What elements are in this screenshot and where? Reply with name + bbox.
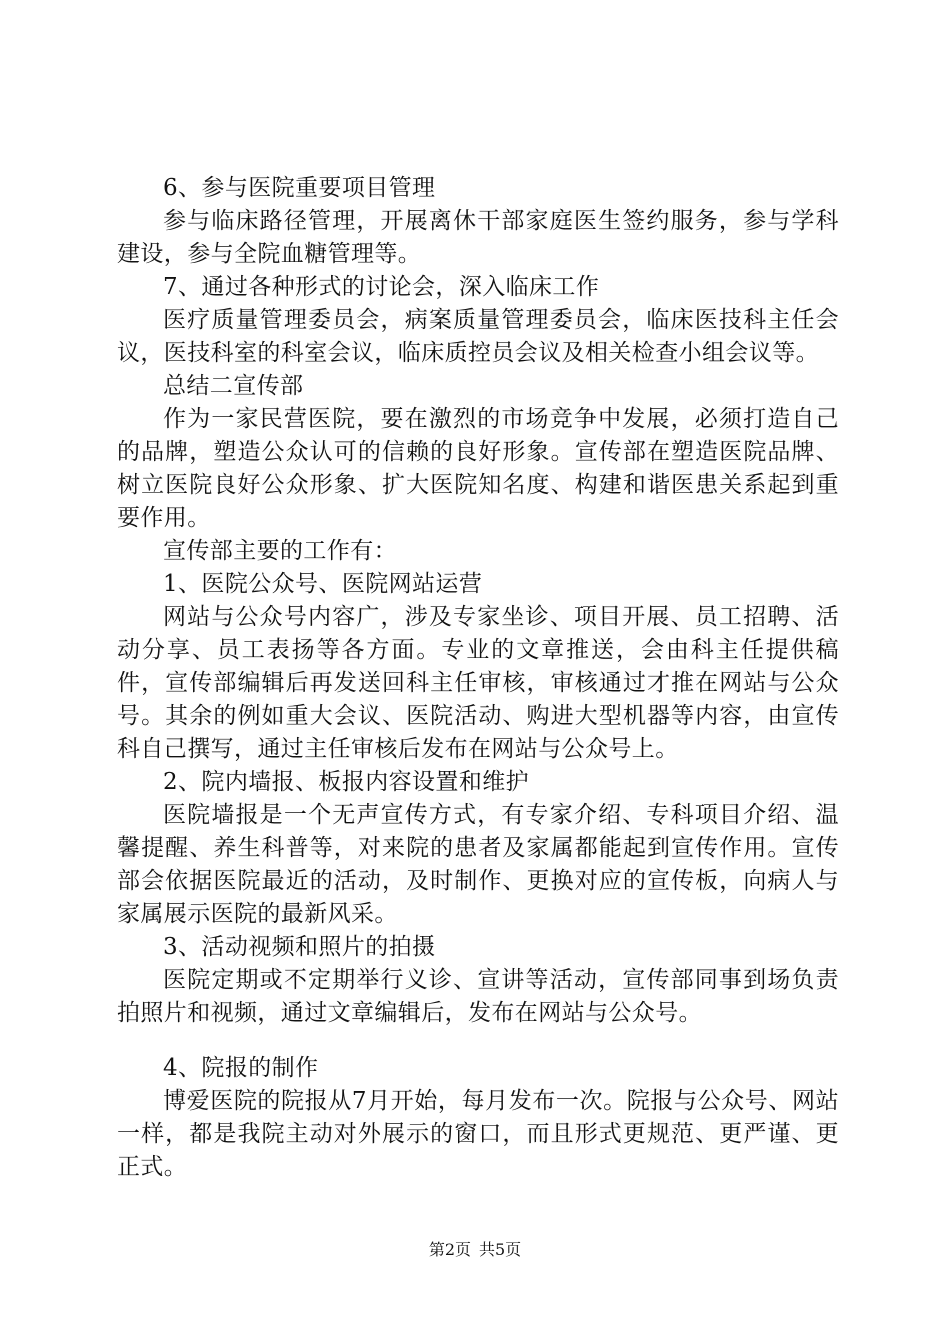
paragraph: 医院定期或不定期举行义诊、宣讲等活动，宣传部同事到场负责拍照片和视频，通过文章编辑后，发布在网站与公众号。 (117, 967, 839, 1026)
section-heading-7: 7、通过各种形式的讨论会，深入临床工作 (163, 274, 600, 300)
section-heading-6: 6、参与医院重要项目管理 (163, 175, 436, 201)
paragraph: 网站与公众号内容广，涉及专家坐诊、项目开展、员工招聘、活动分享、员工表扬等各方面。专业的文章推送，会由科主任提供稿件，宣传部编辑后再发送回科主任审核，审核通过才推在网站与公众号。其余的例如重大会议、医院活动、购进大型机器等内容，由宣传科自己撰写，通过主任审核后发布在网站与公众号上。 (117, 604, 839, 762)
paragraph: 医院墙报是一个无声宣传方式，有专家介绍、专科项目介绍、温馨提醒、养生科普等，对来院的患者及家属都能起到宣传作用。宣传部会依据医院最近的活动，及时制作、更换对应的宣传板，向病人与家属展示医院的最新风采。 (117, 802, 839, 927)
paragraph: 作为一家民营医院，要在激烈的市场竞争中发展，必须打造自己的品牌，塑造公众认可的信赖的良好形象。宣传部在塑造医院品牌、树立医院良好公众形象、扩大医院知名度、构建和谐医患关系起到重要作用。 (117, 406, 839, 531)
page-number-total: 共5页 (479, 1240, 522, 1259)
section-heading-1: 1、医院公众号、医院网站运营 (163, 571, 483, 597)
document-body (117, 172, 839, 1184)
section-heading-2: 2、院内墙报、板报内容设置和维护 (163, 769, 530, 795)
paragraph: 参与临床路径管理，开展离休干部家庭医生签约服务，参与学科建设，参与全院血糖管理等。 (117, 208, 839, 267)
paragraph: 医疗质量管理委员会，病案质量管理委员会，临床医技科主任会议，医技科室的科室会议，临床质控员会议及相关检查小组会议等。 (117, 307, 839, 366)
page-footer (0, 1240, 950, 1260)
section-heading-4: 4、院报的制作 (163, 1055, 319, 1081)
paragraph: 博爱医院的院报从7月开始，每月发布一次。院报与公众号、网站一样，都是我院主动对外展示的窗口，而且形式更规范、更严谨、更正式。 (117, 1088, 839, 1180)
section-heading-3: 3、活动视频和照片的拍摄 (163, 934, 436, 960)
paragraph: 宣传部主要的工作有： (163, 538, 397, 564)
page-number-current: 第2页 (428, 1240, 471, 1259)
section-title-summary-2: 总结二宣传部 (163, 373, 304, 399)
